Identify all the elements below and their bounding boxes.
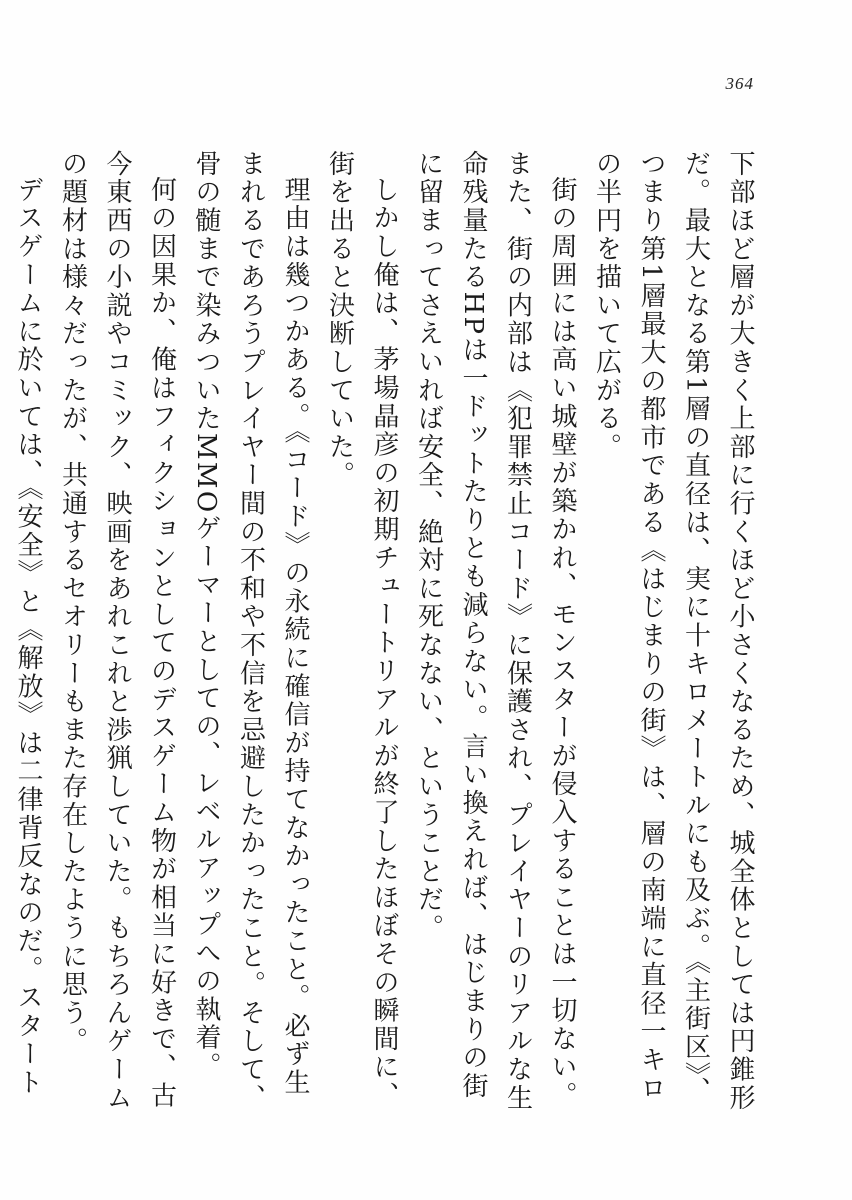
paragraph: 理由は幾つかある。《コード》の永続に確信が持てなかったこと。必ず生まれるであろうプレイヤー間の不和や不信を忌避したかったこと。そして、骨の髄まで染みついたMMOゲーマーとしての、レベルアップへの執着。 (191, 150, 310, 1113)
paragraph: デスゲームに於いては、《安全》と《解放》は二律背反なのだ。スタート (13, 176, 43, 1097)
paragraph: 何の因果か、俺はフィクションとしてのデスゲーム物が相当に好きで、古今東西の小説やコミック、映画をあれこれと渉猟していた。もちろんゲームの題材は様々だったが、共通するセオリーもまた存在したように思う。 (57, 150, 177, 1113)
paragraph: 下部ほど層が大きく上部に行くほど小さくなるため、城全体としては円錐形だ。最大となる第1層の直径は、実に十キロメートルにも及ぶ。《主街区》、つまり第1層最大の都市である《はじまりの街》は、層の南端に直径一キロの半円を描いて広がる。 (591, 150, 755, 1113)
page-number: 364 (725, 74, 754, 93)
paragraph: しかし俺は、茅場晶彦の初期チュートリアルが終了したほぼその瞬間に、街を出ると決断していた。 (324, 150, 399, 1110)
vertical-body-text (0, 150, 762, 1120)
paragraph: 街の周囲には高い城壁が築かれ、モンスターが侵入することは一切ない。また、街の内部は《犯罪禁止コード》に保護され、プレイヤーのリアルな生命残量たるHPは一ドットたりとも減らない。言い換えれば、はじまりの街に留まってさえいれば安全、絶対に死なない、ということだ。 (413, 150, 577, 1113)
